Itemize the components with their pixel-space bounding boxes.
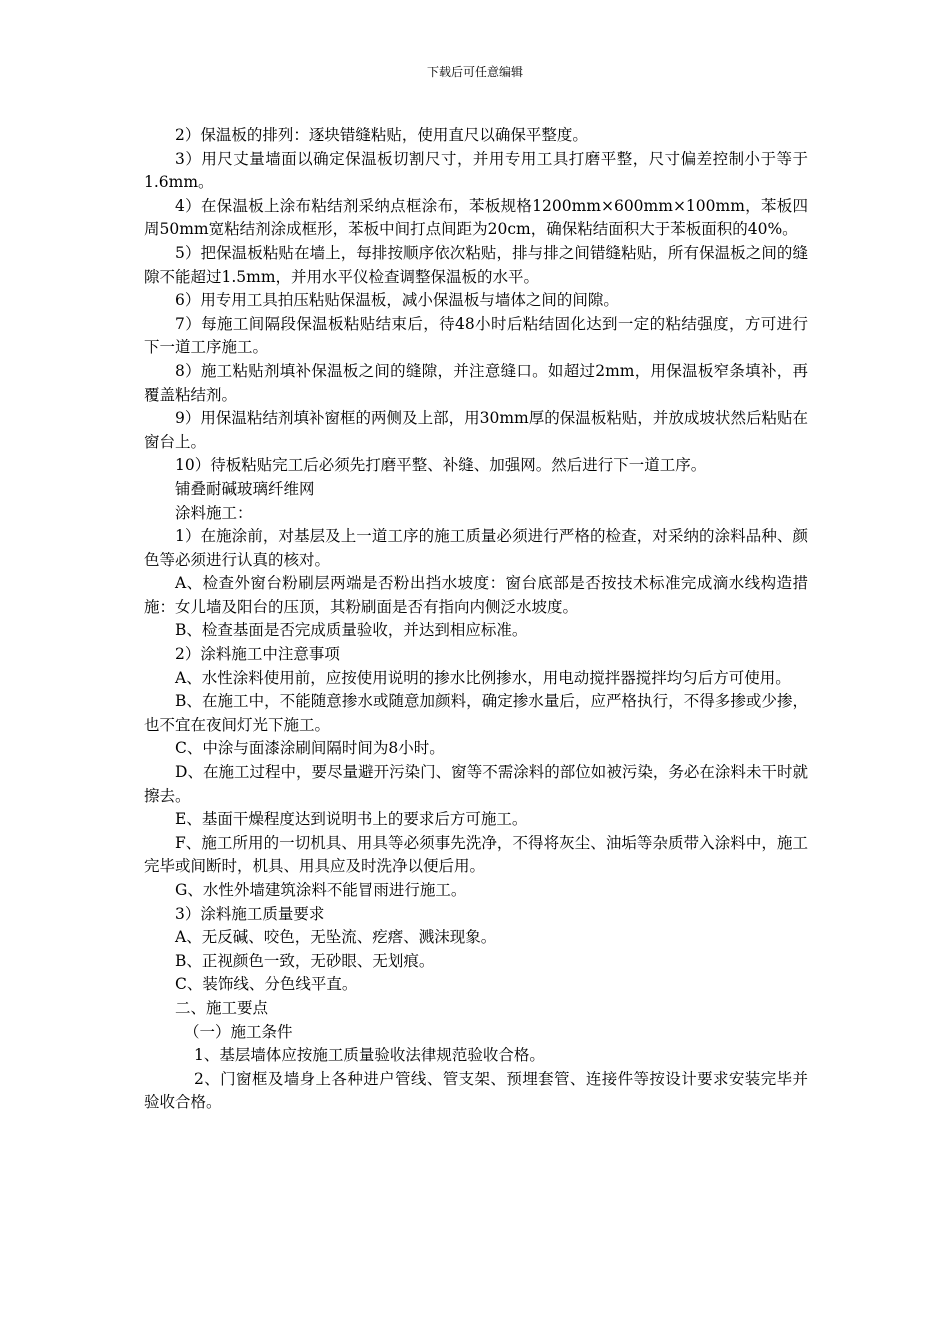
paragraph: E、基面干燥程度达到说明书上的要求后方可施工。 [175, 810, 528, 829]
paragraph: 6）用专用工具拍压粘贴保温板，减小保温板与墙体之间的间隙。 [175, 291, 619, 310]
paragraph: B、在施工中，不能随意掺水或随意加颜料，确定掺水量后，应严格执行，不得多掺或少掺，也不宜在夜间灯光下施工。 [144, 692, 808, 734]
paragraph: 2）保温板的排列：逐块错缝粘贴，使用直尺以确保平整度。 [175, 126, 588, 144]
paragraph: 3）用尺丈量墙面以确定保温板切割尺寸，并用专用工具打磨平整，尺寸偏差控制小于等于1.6mm。 [144, 149, 808, 192]
paragraph: 8）施工粘贴剂填补保温板之间的缝隙，并注意缝口。如超过2mm，用保温板窄条填补，再覆盖粘结剂。 [144, 361, 808, 404]
paragraph: 10）待板粘贴完工后必须先打磨平整、补缝、加强网。然后进行下一道工序。 [175, 456, 707, 475]
paragraph: A、无反碱、咬色，无坠流、疙瘩、溅沫现象。 [175, 928, 497, 947]
paragraph: B、正视颜色一致，无砂眼、无划痕。 [175, 951, 435, 970]
subsection-heading: （一）施工条件 [184, 1022, 293, 1041]
section-heading: 二、施工要点 [175, 998, 269, 1017]
section-heading: 2）涂料施工中注意事项 [175, 645, 340, 664]
document-body [144, 124, 808, 1115]
paragraph: G、水性外墙建筑涂料不能冒雨进行施工。 [175, 881, 467, 899]
paragraph: 5）把保温板粘贴在墙上，每排按顺序依次粘贴，排与排之间错缝粘贴，所有保温板之间的缝隙不能超过1.5mm，并用水平仪检查调整保温板的水平。 [144, 243, 808, 286]
paragraph: 7）每施工间隔段保温板粘贴结束后，待48小时后粘结固化达到一定的粘结强度，方可进行下一道工序施工。 [144, 314, 808, 357]
section-heading: 铺叠耐碱玻璃纤维网 [175, 479, 315, 498]
page-header: 下载后可任意编辑 [426, 65, 523, 79]
section-heading: 涂料施工： [175, 503, 253, 522]
paragraph: 4）在保温板上涂布粘结剂采纳点框涂布，苯板规格1200mm×600mm×100mm，苯板四周50mm宽粘结剂涂成框形，苯板中间打点间距为20cm，确保粘结面积大于苯板面积的40%。 [144, 196, 808, 239]
paragraph: B、检查基面是否完成质量验收，并达到相应标准。 [175, 621, 528, 640]
paragraph: 9）用保温粘结剂填补窗框的两侧及上部，用30mm厚的保温板粘贴，并放成坡状然后粘贴在窗台上。 [144, 409, 808, 451]
paragraph: C、装饰线、分色线平直。 [175, 975, 358, 994]
paragraph: 2、门窗框及墙身上各种进户管线、管支架、预埋套管、连接件等按设计要求安装完毕并验收合格。 [144, 1069, 808, 1112]
paragraph: 1）在施涂前，对基层及上一道工序的施工质量必须进行严格的检查，对采纳的涂料品种、颜色等必须进行认真的核对。 [144, 527, 808, 569]
paragraph: A、水性涂料使用前，应按使用说明的掺水比例掺水，用电动搅拌器搅拌均匀后方可使用。 [175, 668, 791, 687]
section-heading: 3）涂料施工质量要求 [175, 904, 325, 923]
paragraph: A、检查外窗台粉刷层两端是否粉出挡水坡度：窗台底部是否按技术标准完成滴水线构造措施：女儿墙及阳台的压顶，其粉刷面是否有指向内侧泛水坡度。 [144, 574, 808, 616]
paragraph: F、施工所用的一切机具、用具等必须事先洗净，不得将灰尘、油垢等杂质带入涂料中，施工完毕或间断时，机具、用具应及时洗净以便后用。 [144, 833, 808, 876]
paragraph: 1、基层墙体应按施工质量验收法律规范验收合格。 [194, 1046, 545, 1065]
paragraph: D、在施工过程中，要尽量避开污染门、窗等不需涂料的部位如被污染，务必在涂料未干时就擦去。 [144, 763, 808, 805]
paragraph: C、中涂与面漆涂刷间隔时间为8小时。 [175, 739, 445, 758]
